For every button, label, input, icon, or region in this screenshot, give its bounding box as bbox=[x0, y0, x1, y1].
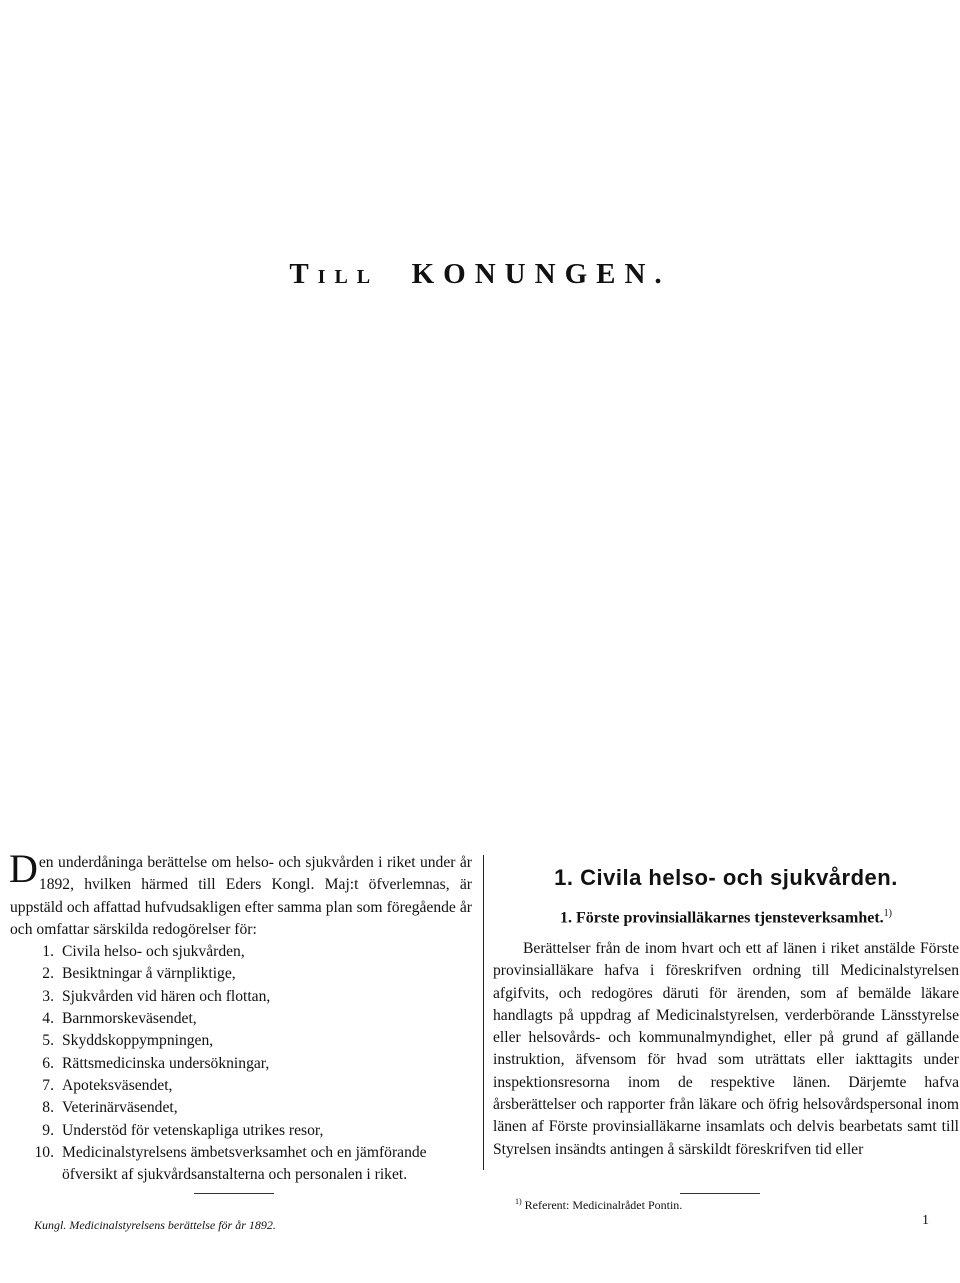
footnote-marker: 1) bbox=[883, 908, 892, 920]
footnote: $^{1)}$ Referent: Medicinalrådet Pontin. bbox=[515, 1197, 683, 1212]
list-item: 9. Understöd för vetenskapliga utrikes resor, bbox=[42, 1121, 324, 1139]
intro-text: en underdåninga berättelse om helso- och sjukvården i riket under år 1892, hvilken härmed till Eders Kongl. Maj:t öfverlemnas, är uppstäld och affattad hufvudsakligen efter samma plan som föregående år och omfattar särskilda redogörelser för: bbox=[10, 854, 472, 938]
list-item: 3. Sjukvården vid hären och flottan, bbox=[42, 987, 271, 1005]
list-item: 2. Besiktningar å värnpliktige, bbox=[42, 965, 236, 983]
right-column bbox=[493, 867, 959, 1161]
body-paragraph: Berättelser från de inom hvart och ett af länen i riket anstälde Förste provinsialläkare hafva i föreskrifven ordning till Medicinalstyrelsen afgifvits, och redogöres däruti för ärenden, som af bemälde läkare handlagts på uppdrag af Medicinalstyrelsen, verderbörande Länsstyrelse eller helsovårds- och kommunalmyndighet, eller på grund af gällande instruktion, äfvensom för hvad som uträttats eller iakttagits under inspektionsresorna inom de respektive länen. Därjemte hafva årsberättelser och rapporter från läkare och öfrig helsovårdspersonal inom länen af Förste provinsialläkarne insamlats och delvis bearbetats samt till Styrelsen insändts antingen å särskildt föreskrifven tid eller bbox=[493, 939, 959, 1158]
footnote-rule-left bbox=[194, 1193, 274, 1194]
left-column bbox=[9, 846, 472, 1186]
list-item: 6. Rättsmedicinska undersökningar, bbox=[42, 1054, 270, 1072]
title-rest: KONUNGEN. bbox=[411, 258, 671, 290]
title-initial: T bbox=[289, 258, 318, 290]
drop-cap: D bbox=[9, 846, 38, 891]
list-item: 10. Medicinalstyrelsens ämbetsverksamhet och en jämförande öfversikt af sjukvårdsanstalterna och personalen i riket. bbox=[34, 1143, 427, 1184]
list-item: 7. Apoteksväsendet, bbox=[42, 1076, 173, 1094]
column-divider bbox=[483, 855, 484, 1170]
intro-paragraph bbox=[9, 846, 472, 941]
list-item: 8. Veterinärväsendet, bbox=[42, 1099, 178, 1117]
subsection-heading: 1. Förste provinsialläkarnes tjensteverksamhet.$^{1)}$ bbox=[559, 908, 892, 927]
contents-list bbox=[10, 941, 472, 1186]
page-number: 1 bbox=[922, 1213, 929, 1228]
list-item: 1. Civila helso- och sjukvården, bbox=[42, 943, 245, 961]
running-title: Kungl. Medicinalstyrelsens berättelse för år 1892. bbox=[34, 1218, 276, 1232]
list-item: 5. Skyddskoppympningen, bbox=[42, 1032, 214, 1050]
list-item: 4. Barnmorskeväsendet, bbox=[42, 1010, 197, 1028]
title-smallcaps: ILL bbox=[317, 266, 380, 288]
footnote-rule-right bbox=[680, 1193, 760, 1194]
page-title bbox=[0, 258, 960, 291]
section-heading: 1. Civila helso- och sjukvården. bbox=[554, 865, 898, 890]
